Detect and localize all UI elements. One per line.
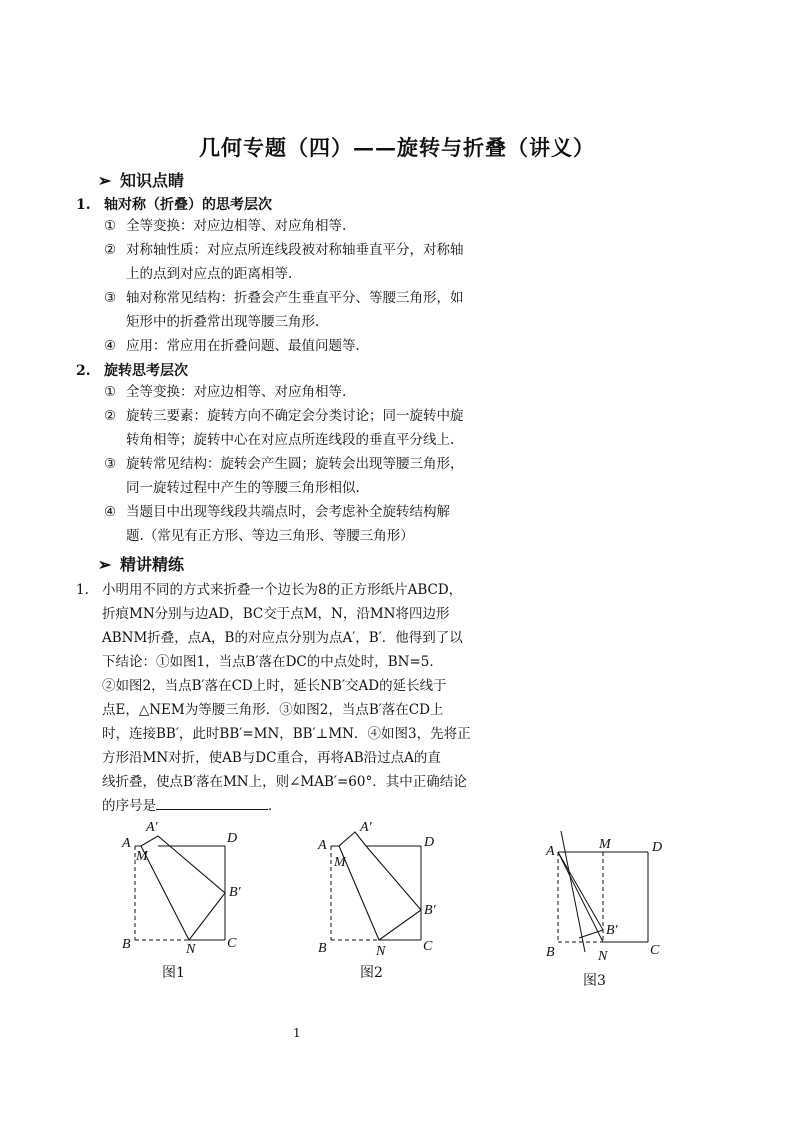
item-mark: ①	[104, 218, 117, 234]
fig1-label-D: D	[227, 831, 238, 846]
item-mark: ①	[104, 384, 117, 400]
problem-last-end: ．	[268, 798, 282, 814]
fig1-caption: 图1	[162, 965, 185, 981]
problem-line: 时，连接BB′，此时BB′=MN，BB′⊥MN．④如图3，先将正	[102, 726, 471, 742]
problem-line: ABNM折叠，点A，B的对应点分别为点A′，B′．他得到了以	[102, 630, 463, 646]
fig1-label-B: B	[122, 937, 131, 952]
list-item	[104, 214, 346, 238]
fig2-folded-shape	[339, 832, 421, 940]
fig2-caption: 图2	[360, 965, 383, 981]
fig2-label-D: D	[424, 835, 435, 850]
list-item	[104, 452, 464, 476]
section-knowledge-label: 知识点睛	[120, 171, 185, 190]
item-text: 旋转常见结构：旋转会产生圆；旋转会出现等腰三角形，	[126, 456, 464, 472]
list-item	[104, 380, 346, 404]
problem-line: 点E，△NEM为等腰三角形．③如图2，当点B′落在CD上	[102, 702, 444, 718]
list-item	[104, 404, 464, 428]
list-item	[104, 238, 464, 262]
item-mark: ③	[104, 456, 117, 472]
item-continuation: 转角相等；旋转中心在对应点所连线段的垂直平分线上.	[126, 432, 455, 448]
item-continuation: 上的点到对应点的距离相等.	[126, 266, 293, 282]
item-text: 轴对称常见结构：折叠会产生垂直平分、等腰三角形，如	[126, 290, 464, 306]
fig1-label-B1: B′	[229, 885, 241, 900]
fig3-label-C: C	[650, 943, 660, 958]
problem-line: 方形沿MN对折，使AB与DC重合，再将AB沿过点A的直	[102, 750, 441, 766]
section-practice-label: 精讲精练	[120, 555, 185, 574]
subsection-rotation	[76, 360, 188, 380]
list-item	[104, 286, 464, 310]
section-practice	[98, 552, 184, 575]
problem-line: 线折叠，使点B′落在MN上，则∠MAB′=60°．其中正确结论	[102, 774, 467, 790]
fig3-label-B: B	[546, 945, 555, 960]
figure-3	[540, 826, 676, 966]
item-text: 应用：常应用在折叠问题、最值问题等.	[126, 338, 360, 354]
arrow-icon: ➢	[98, 171, 112, 190]
item-text: 全等变换：对应边相等、对应角相等.	[126, 384, 347, 400]
item-continuation: 同一旋转过程中产生的等腰三角形相似.	[126, 480, 360, 496]
subsection-number: 2.	[76, 363, 91, 379]
item-mark: ③	[104, 290, 117, 306]
page-title: 几何专题（四）——旋转与折叠（讲义）	[199, 135, 595, 160]
fig2-label-B: B	[318, 941, 327, 956]
subsection-label: 轴对称（折叠）的思考层次	[104, 197, 272, 213]
page-number: 1	[293, 1026, 301, 1040]
problem-line: 折痕MN分别与边AD，BC交于点M，N，沿MN将四边形	[102, 606, 450, 622]
item-text: 当题目中出现等线段共端点时，会考虑补全旋转结构解	[126, 504, 450, 520]
item-mark: ②	[104, 408, 117, 424]
problem-last-text: 的序号是	[102, 798, 156, 814]
fig3-label-M: M	[599, 837, 611, 852]
problem-last-line	[102, 794, 282, 818]
answer-blank[interactable]	[156, 795, 268, 810]
fig2-label-C: C	[423, 939, 433, 954]
fig1-label-A: A	[122, 836, 131, 851]
subsection-number: 1.	[76, 197, 91, 213]
fig2-label-N: N	[376, 944, 386, 958]
problem-number: 1.	[76, 582, 89, 598]
item-mark: ④	[104, 338, 117, 354]
figure-2	[306, 816, 456, 958]
list-item	[104, 500, 450, 524]
fig3-label-B1: B′	[606, 923, 618, 938]
fig3-fold-line	[561, 831, 585, 952]
fig1-label-C: C	[227, 936, 237, 951]
fig3-label-D: D	[652, 840, 663, 855]
section-knowledge	[98, 168, 184, 191]
fig2-label-M: M	[334, 855, 346, 870]
item-text: 旋转三要素：旋转方向不确定会分类讨论；同一旋转中旋	[126, 408, 464, 424]
problem-line: 小明用不同的方式来折叠一个边长为8的正方形纸片ABCD，	[102, 582, 463, 598]
subsection-label: 旋转思考层次	[104, 363, 188, 379]
fig2-label-A1: A′	[360, 820, 372, 835]
list-item	[104, 334, 360, 358]
fig3-label-N: N	[598, 949, 608, 964]
item-continuation: 题.（常见有正方形、等边三角形、等腰三角形）	[126, 528, 414, 544]
item-mark: ②	[104, 242, 117, 258]
subsection-axial-symmetry	[76, 194, 272, 214]
fig3-label-A: A	[546, 844, 555, 859]
item-text: 全等变换：对应边相等、对应角相等.	[126, 218, 347, 234]
item-text: 对称轴性质：对应点所连线段被对称轴垂直平分，对称轴	[126, 242, 464, 258]
fig1-label-A1: A′	[146, 820, 158, 835]
fig2-label-A: A	[318, 838, 327, 853]
fig1-label-M: M	[136, 849, 148, 864]
fig2-label-B1: B′	[424, 903, 436, 918]
fig1-folded-quad	[141, 836, 225, 940]
arrow-icon: ➢	[98, 555, 112, 574]
item-continuation: 矩形中的折叠常出现等腰三角形.	[126, 314, 320, 330]
figure-1	[110, 816, 260, 958]
item-mark: ④	[104, 504, 117, 520]
problem-line: 下结论：①如图1，当点B′落在DC的中点处时，BN=5．	[102, 654, 443, 670]
fig3-segment-AB1	[558, 852, 603, 930]
fig1-label-N: N	[186, 942, 196, 957]
problem-line: ②如图2，当点B′落在CD上时，延长NB′交AD的延长线于	[102, 678, 447, 694]
fig3-caption: 图3	[583, 973, 606, 989]
